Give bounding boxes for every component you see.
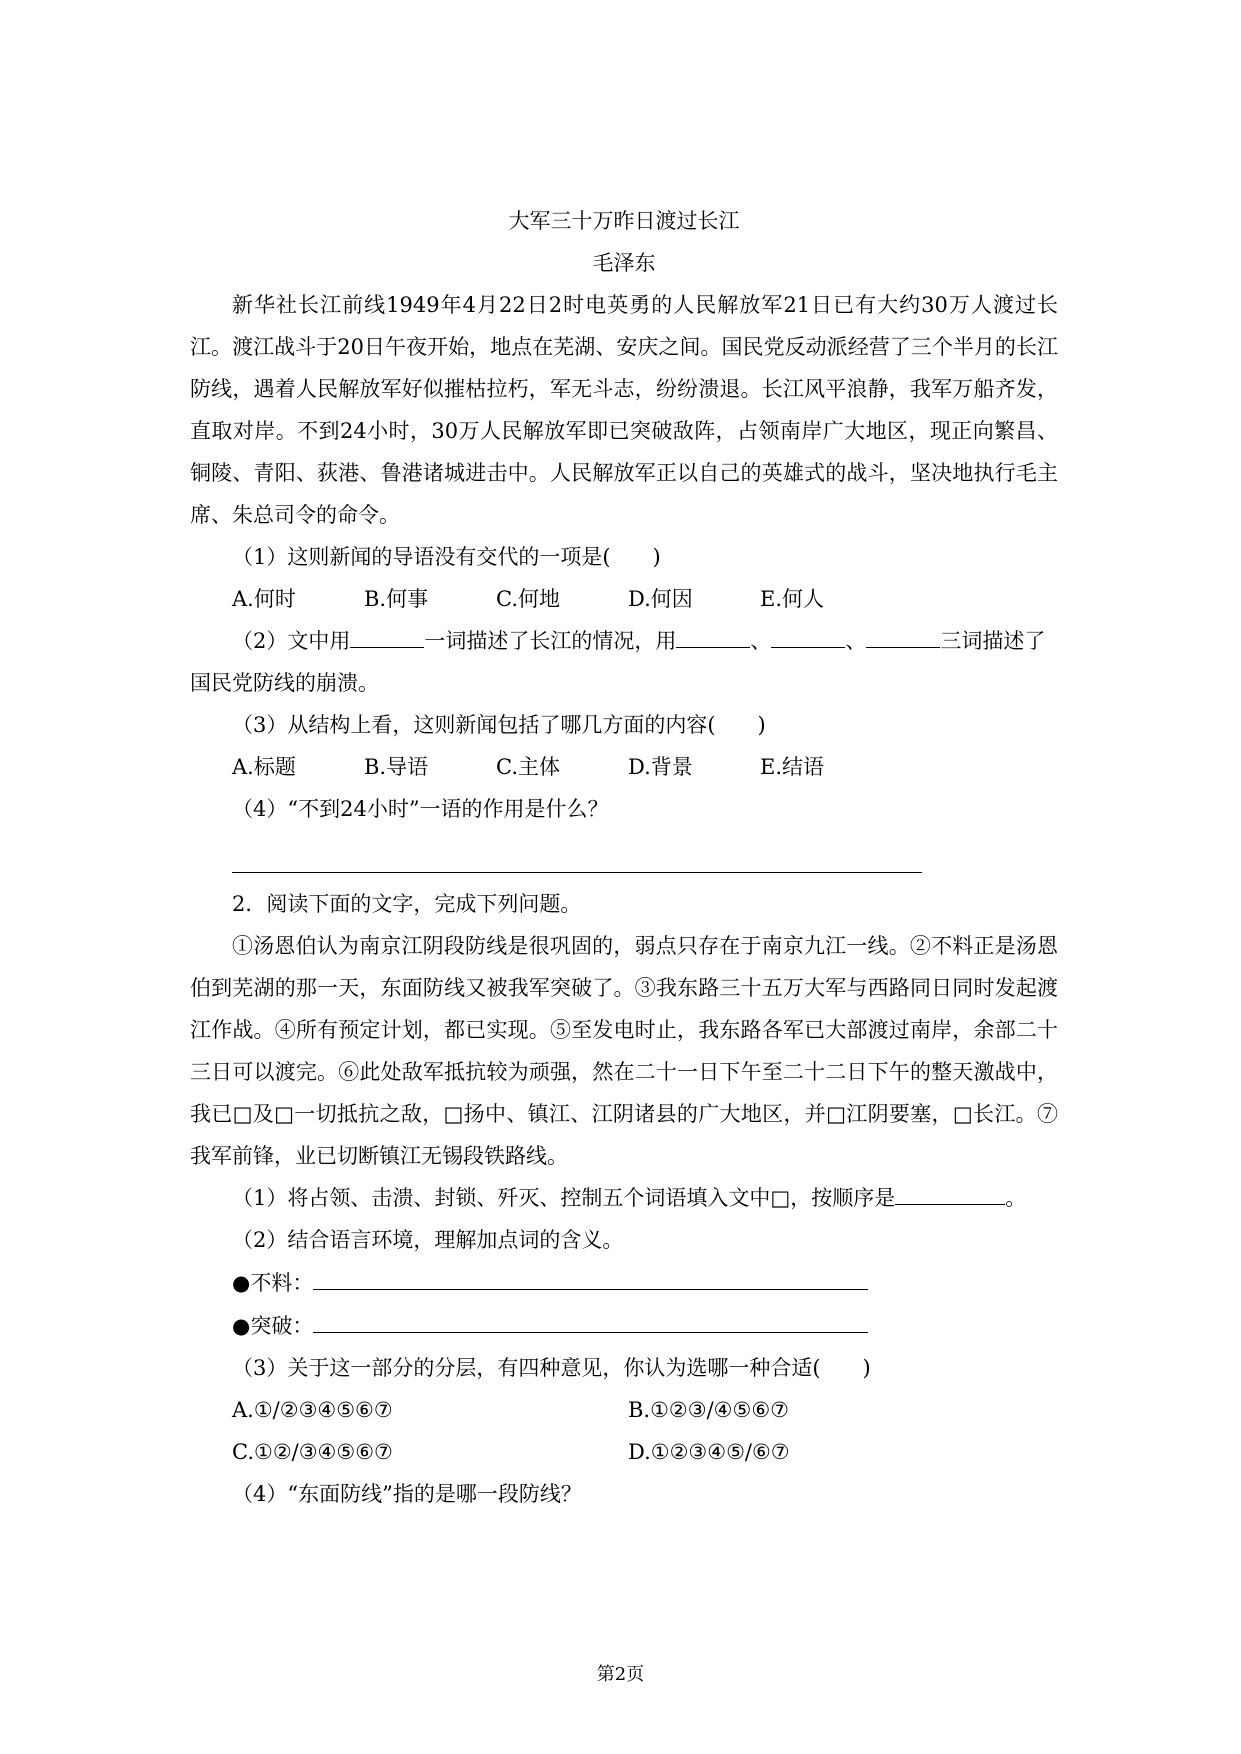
question-2-3-options-row2 xyxy=(190,1431,1058,1473)
option: D.背景 xyxy=(628,755,693,779)
question-1-3: （3）从结构上看，这则新闻包括了哪几方面的内容( ) xyxy=(232,713,766,737)
question-1-3-options xyxy=(190,746,1058,788)
question-2-4: （4）“东面防线”指的是哪一段防线？ xyxy=(232,1482,582,1506)
fill-blank[interactable] xyxy=(676,625,750,648)
question-1-4: （4）“不到24小时”一语的作用是什么？ xyxy=(232,797,609,821)
page-number: 第2页 xyxy=(596,1664,645,1685)
news-passage: 新华社长江前线1949年4月22日2时电英勇的人民解放军21日已有大约30万人渡过长江。渡江战斗于20日午夜开始，地点在芜湖、安庆之间。国民党反动派经营了三个半月的长江防线，遇着人民解放军好似摧枯拉朽，军无斗志，纷纷溃退。长江风平浪静，我军万船齐发，直取对岸。不到24小时，30万人民解放军即已突破敌阵，占领南岸广大地区，现正向繁昌、铜陵、青阳、荻港、鲁港诸城进击中。人民解放军正以自己的英雄式的战斗，坚决地执行毛主席、朱总司令的命令。 xyxy=(190,293,1058,527)
reading-passage: ①汤恩伯认为南京江阴段防线是很巩固的，弱点只存在于南京九江一线。②不料正是汤恩伯到芜湖的那一天，东面防线又被我军突破了。③我东路三十五万大军与西路同日同时发起渡江作战。④所有预定计划，都已实现。⑤至发电时止，我东路各军已大部渡过南岸，余部二十三日可以渡完。⑥此处敌军抵抗较为顽强，然在二十一日下午至二十二日下午的整天激战中，我已□及□一切抵抗之敌，□扬中、镇江、江阴诸县的广大地区，并□江阴要塞，□长江。⑦我军前锋，业已切断镇江无锡段铁路线。 xyxy=(190,934,1058,1168)
document-page xyxy=(190,200,1058,1515)
fill-blank[interactable] xyxy=(866,625,940,648)
bullet-row xyxy=(190,1304,1058,1347)
option: D.何因 xyxy=(628,587,693,611)
question-2-3-options-row1 xyxy=(190,1389,1058,1431)
answer-line[interactable] xyxy=(232,830,922,873)
spacer xyxy=(190,873,1058,883)
article-title: 大军三十万昨日渡过长江 xyxy=(508,209,740,233)
answer-line[interactable] xyxy=(313,1261,868,1290)
option: C.主体 xyxy=(496,755,560,779)
option: E.结语 xyxy=(760,755,825,779)
question-2-2: （2）结合语言环境，理解加点词的含义。 xyxy=(232,1228,624,1252)
bullet-row xyxy=(190,1261,1058,1304)
answer-line[interactable] xyxy=(313,1304,868,1333)
option: A.标题 xyxy=(232,755,296,779)
article-author: 毛泽东 xyxy=(592,251,656,275)
option: A.何时 xyxy=(232,587,296,611)
question-2-3: （3）关于这一部分的分层，有四种意见，你认为选哪一种合适( ) xyxy=(232,1356,871,1380)
question-1-2: （2）文中用 一词描述了长江的情况，用 、 、 三词描述了国民党防线的崩溃。 xyxy=(190,620,1058,704)
option: D.①②③④⑤/⑥⑦ xyxy=(628,1440,790,1464)
fill-blank[interactable] xyxy=(350,625,424,648)
option: A.①/②③④⑤⑥⑦ xyxy=(232,1398,393,1422)
question-1-1: （1）这则新闻的导语没有交代的一项是( ) xyxy=(232,545,661,569)
option: B.导语 xyxy=(364,755,429,779)
option: C.何地 xyxy=(496,587,560,611)
option: C.①②/③④⑤⑥⑦ xyxy=(232,1440,393,1464)
question-1-1-options xyxy=(190,578,1058,620)
fill-blank[interactable] xyxy=(895,1182,1005,1205)
option: B.何事 xyxy=(364,587,429,611)
bullet-label: ●不料： xyxy=(232,1271,314,1295)
option: B.①②③/④⑤⑥⑦ xyxy=(628,1398,789,1422)
fill-blank[interactable] xyxy=(771,625,845,648)
option: E.何人 xyxy=(760,587,825,611)
question-2-1: （1）将占领、击溃、封锁、歼灭、控制五个词语填入文中□，按顺序是 。 xyxy=(190,1177,1058,1219)
question-2-heading: 2．阅读下面的文字，完成下列问题。 xyxy=(232,892,582,916)
bullet-label: ●突破： xyxy=(232,1314,314,1338)
